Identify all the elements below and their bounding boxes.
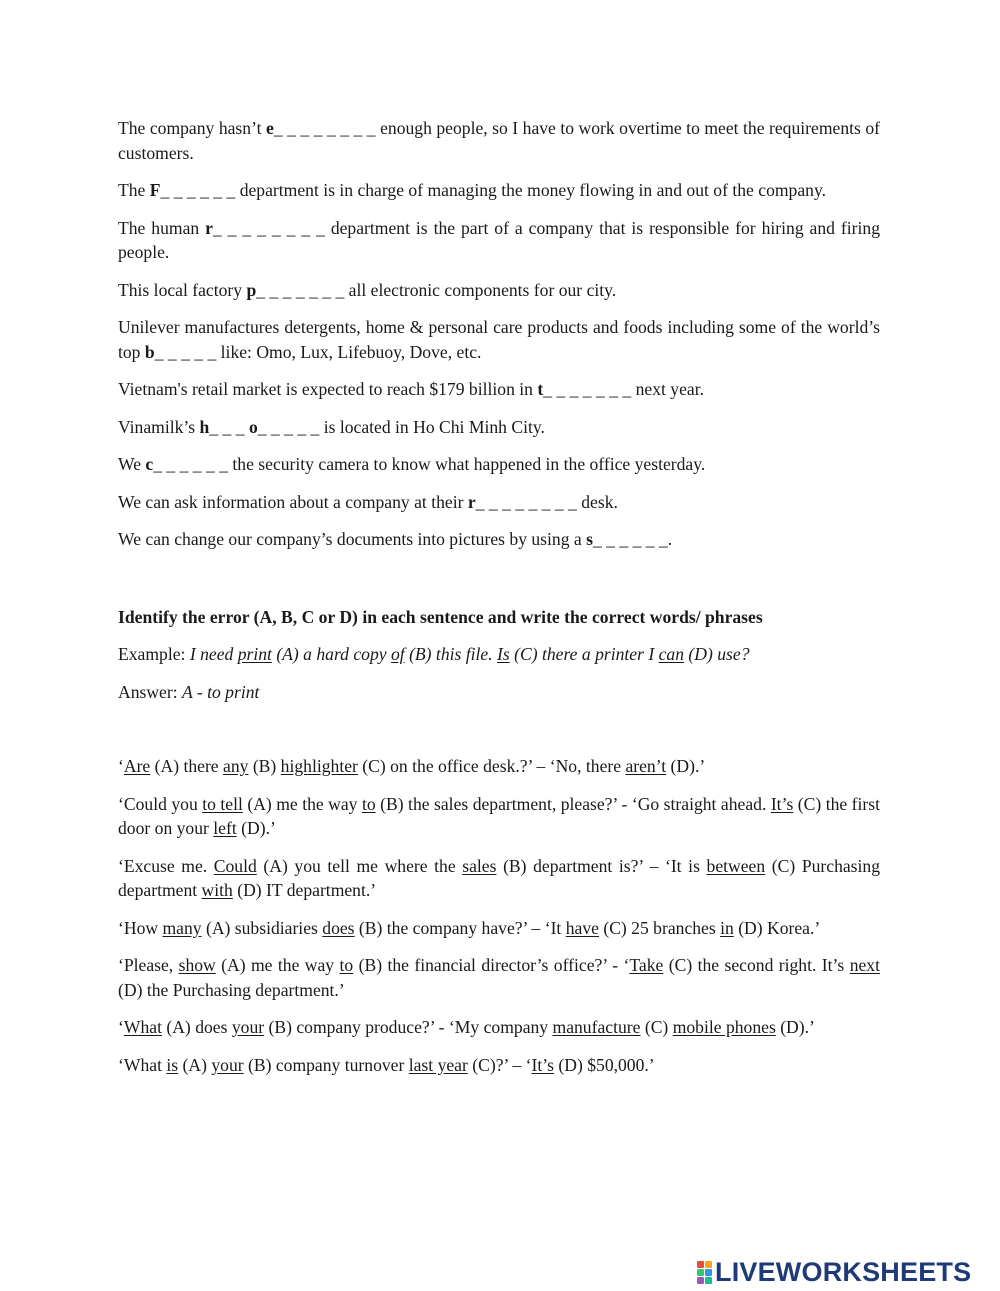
example-line: Example: I need print (A) a hard copy of (B) this file. Is (C) there a printer I can (D) use? (118, 644, 750, 664)
underlined-option: can (658, 644, 685, 664)
example-sentence: I need print (A) a hard copy of (B) this file. Is (C) there a printer I can (D) use? (189, 644, 750, 664)
underlined-option: aren’t (625, 756, 667, 776)
error-sentence: ‘Could you to tell (A) me the way to (B) the sales department, please?’ - ‘Go straight ahead. It’s (C) the first door on your left (D).’ (118, 793, 881, 838)
error-sentence: ‘Please, show (A) me the way to (B) the financial director’s office?’ - ‘Take (C) the second right. It’s next (D) the Purchasing department.’ (118, 955, 880, 1000)
fill-blank-sentence: The company hasn’t e_ _ _ _ _ _ _ _ enough people, so I have to work overtime to meet the requirements of customers. (118, 118, 881, 163)
underlined-option: Take (629, 955, 664, 975)
underlined-option: It’s (531, 1054, 554, 1075)
blank-placeholder[interactable]: _ _ _ _ _ _ _ (543, 379, 632, 399)
underlined-option: It’s (770, 793, 794, 814)
blank-placeholder[interactable]: _ _ _ _ _ _ _ (256, 279, 345, 300)
blank-placeholder[interactable]: _ _ _ _ _ _ _ _ (273, 118, 376, 138)
underlined-option: highlighter (280, 756, 358, 776)
underlined-option: last year (408, 1054, 468, 1075)
error-sentence: ‘Are (A) there any (B) highlighter (C) on the office desk.?’ – ‘No, there aren’t (D).’ (118, 756, 706, 776)
underlined-option: with (201, 880, 233, 900)
underlined-option: Is (497, 644, 510, 664)
fill-in-blanks-list (118, 116, 880, 402)
underlined-option: next (849, 955, 880, 975)
underlined-option: Could (213, 855, 257, 876)
error-sentence: ‘How many (A) subsidiaries does (B) the company have?’ – ‘It have (C) 25 branches in (D) Korea.’ (118, 917, 821, 938)
blank-placeholder[interactable]: _ _ _ _ _ _ _ _ (212, 217, 325, 238)
underlined-option: manufacture (552, 1017, 641, 1037)
fill-blank-sentence: We c_ _ _ _ _ _ the security camera to know what happened in the office yesterday. (118, 454, 706, 474)
liveworksheets-logo (697, 1257, 971, 1287)
underlined-option: does (322, 917, 355, 938)
fill-blank-sentence: We can ask information about a company at their r_ _ _ _ _ _ _ _ desk. (118, 491, 618, 512)
underlined-option: What (123, 1017, 162, 1037)
underlined-option: between (706, 855, 766, 876)
blank-placeholder[interactable]: _ _ _ _ _ _ _ _ (475, 491, 577, 512)
fill-blank-sentence: Vietnam's retail market is expected to reach $179 billion in t_ _ _ _ _ _ _ next year. (118, 379, 704, 399)
blank-placeholder[interactable]: _ _ _ _ _ _ (160, 180, 236, 200)
blank-placeholder[interactable]: _ _ _ _ _ _ (153, 454, 228, 474)
underlined-option: to (339, 955, 354, 975)
underlined-option: any (223, 756, 249, 776)
underlined-option: show (178, 955, 216, 975)
fill-blank-sentence: Unilever manufactures detergents, home & personal care products and foods including some of the world’s top b_ _ _ _ _ like: Omo, Lux, Lifebuoy, Dove, etc. (118, 317, 880, 362)
underlined-option: to (361, 793, 376, 814)
underlined-option: many (162, 917, 202, 938)
logo-text: LIVEWORKSHEETS (715, 1257, 972, 1287)
underlined-option: of (390, 644, 405, 664)
liveworksheets-logo-icon (697, 1261, 712, 1284)
blank-placeholder[interactable]: _ _ _ _ _ (154, 341, 217, 362)
underlined-option: in (720, 917, 734, 938)
worksheet-page (118, 116, 880, 1090)
vinamilk-sentence: Vinamilk’s h_ _ _ o_ _ _ _ _ is located in Ho Chi Minh City. (118, 416, 545, 437)
fill-blank-sentence: This local factory p_ _ _ _ _ _ _ all electronic components for our city. (118, 279, 617, 300)
underlined-option: Are (123, 756, 151, 776)
underlined-option: mobile phones (672, 1017, 776, 1037)
error-sentence: ‘What (A) does your (B) company produce?’ - ‘My company manufacture (C) mobile phones (D).’ (118, 1017, 815, 1037)
underlined-option: is (166, 1054, 179, 1075)
section-heading: Identify the error (A, B, C or D) in each sentence and write the correct words/ phrases (118, 606, 763, 627)
answer-value: A - to print (182, 681, 260, 702)
underlined-option: have (565, 917, 599, 938)
fill-blank-sentence: The F_ _ _ _ _ _ department is in charge of managing the money flowing in and out of the company. (118, 180, 827, 200)
underlined-option: to tell (202, 793, 243, 814)
fill-in-blanks-list-continued (118, 452, 880, 552)
underlined-option: print (237, 644, 272, 664)
fill-blank-sentence: We can change our company’s documents into pictures by using a s_ _ _ _ _ _. (118, 529, 673, 549)
underlined-option: your (231, 1017, 265, 1037)
underlined-option: sales (462, 855, 497, 876)
error-sentence: ‘Excuse me. Could (A) you tell me where the sales (B) department is?’ – ‘It is between (C) Purchasing department with (D) IT department.’ (118, 855, 880, 900)
underlined-option: left (213, 818, 237, 838)
blank-placeholder[interactable]: _ _ _ _ _ _ (592, 529, 668, 549)
error-sentences-list (118, 754, 880, 1077)
answer-line: Answer: A - to print (118, 681, 260, 702)
error-sentence: ‘What is (A) your (B) company turnover last year (C)?’ – ‘It’s (D) $50,000.’ (118, 1054, 655, 1075)
underlined-option: your (211, 1054, 244, 1075)
fill-blank-sentence: The human r_ _ _ _ _ _ _ _ department is the part of a company that is responsible for hiring and firing people. (118, 217, 880, 262)
